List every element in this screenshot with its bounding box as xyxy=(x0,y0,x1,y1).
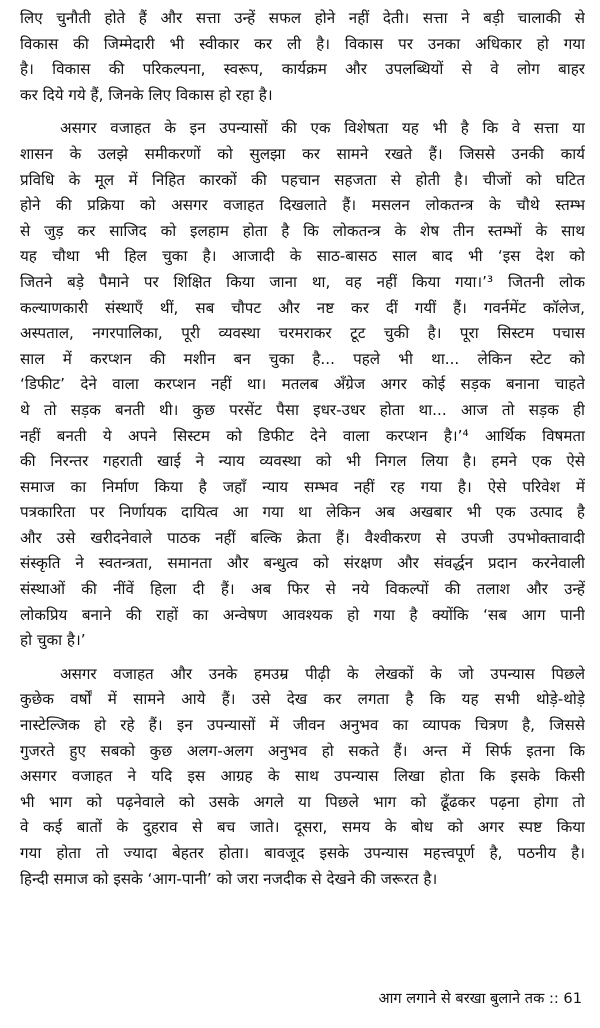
text-line: असगर वजाहत और उनके हमउम्र पीढ़ी के लेखकों के जो उपन्यास पिछले xyxy=(60,664,585,683)
text-line: होने की प्रक्रिया को असगर वजाहत दिखलाते हैं। मसलन लोकतन्त्र के चौथे स्तम्भ xyxy=(20,196,585,215)
text-line: हिन्दी समाज को इसके ‘आग-पानी’ को जरा नजदीक से देखने की जरूरत है। xyxy=(20,869,438,888)
paragraph-gap xyxy=(20,108,585,116)
text-line: है। विकास की परिकल्पना, स्वरूप, कार्यक्रम और उपलब्धियों से वे लोग बाहर xyxy=(20,60,585,79)
text-line: लोकप्रिय बनाने की राहों का अन्वेषण आवश्यक हो गया है क्योंकि ‘सब आग पानी xyxy=(20,605,585,624)
text-line: वे कई बातों के दुहराव से बच जाते। दूसरा, समय के बोध को अगर स्पष्ट किया xyxy=(20,818,585,837)
paragraph-2 xyxy=(20,116,585,653)
text-line: असगर वजाहत ने यदि इस आग्रह के साथ उपन्यास लिखा होता कि इसके किसी xyxy=(20,767,585,786)
text-line: समाज का निर्माण किया है जहाँ न्याय सम्भव नहीं रह गया है। ऐसे परिवेश में xyxy=(20,477,585,496)
paragraph-gap xyxy=(20,654,585,662)
text-line: से जुड़ कर साजिद को इलहाम होता है कि लोकतन्त्र के शेष तीन स्तम्भों के साथ xyxy=(20,221,585,240)
text-line: संस्थाओं की नींवें हिला दी हैं। अब फिर से नये विकल्पों की तलाश और उन्हें xyxy=(20,580,585,599)
text-line: यह चौथा भी हिल चुका है। आजादी के साठ-बासठ साल बाद भी ‘इस देश को xyxy=(20,247,585,266)
text-line: जितने बड़े पैमाने पर शिक्षित किया जाना था, वह नहीं किया गया।’³ जितनी लोक xyxy=(20,272,585,291)
text-line: पत्रकारिता पर निर्णायक दायित्व आ गया था लेकिन अब अखबार भी एक उत्पाद है xyxy=(20,503,585,522)
text-line: अस्पताल, नगरपालिका, पूरी व्यवस्था चरमराकर टूट चुकी है। पूरा सिस्टम पचास xyxy=(20,324,585,343)
text-line: प्रविधि के मूल में निहित कारकों की पहचान सहजता से होती है। चीजों को घटित xyxy=(20,170,585,189)
text-line: नहीं बनती ये अपने सिस्टम को डिफीट देने वाला करप्शन है।’⁴ आर्थिक विषमता xyxy=(20,426,585,445)
body-text xyxy=(20,6,585,892)
text-line: विकास की जिम्मेदारी भी स्वीकार कर ली है। विकास पर उनका अधिकार हो गया xyxy=(20,34,585,53)
page-number: 61 xyxy=(563,990,582,1007)
text-line: की निरन्तर गहराती खाई ने न्याय व्यवस्था को भी निगल लिया है। हमने एक ऐसे xyxy=(20,452,585,471)
text-line: संस्कृति ने स्वतन्त्रता, समानता और बन्धुत्व को संरक्षण और संवर्द्धन प्रदान करनेवाली xyxy=(20,554,585,573)
page-footer xyxy=(378,988,582,1008)
text-line: कर दिये गये हैं, जिनके लिए विकास हो रहा है। xyxy=(20,85,273,104)
paragraph-3 xyxy=(20,662,585,892)
text-line: भी भाग को पढ़नेवाले को उसके अगले या पिछले भाग को ढूँढकर पढ़ना होगा तो xyxy=(20,792,585,811)
paragraph-1 xyxy=(20,6,585,108)
running-title: आग लगाने से बरखा बुलाने तक :: xyxy=(378,990,559,1007)
text-line: नास्टेल्जिक हो रहे हैं। इन उपन्यासों में जीवन अनुभव का व्यापक चित्रण है, जिससे xyxy=(20,716,585,735)
text-line: लिए चुनौती होते हैं और सत्ता उन्हें सफल होने नहीं देती। सत्ता ने बड़ी चालाकी से xyxy=(20,9,585,27)
text-line: थे तो सड़क बनती थी। कुछ परसेंट पैसा इधर-उधर होता था... आज तो सड़क ही xyxy=(20,400,585,419)
text-line: कल्याणकारी संस्थाएँ थीं, सब चौपट और नष्ट कर दीं गयीं हैं। गवर्नमेंट कॉलेज, xyxy=(20,298,585,317)
text-line: असगर वजाहत के इन उपन्यासों की एक विशेषता यह भी है कि वे सत्ता या xyxy=(60,119,585,138)
text-line: गया होता तो ज्यादा बेहतर होता। बावजूद इसके उपन्यास महत्त्वपूर्ण है, पठनीय है। xyxy=(20,844,585,862)
text-line: कुछेक वर्षों में सामने आये हैं। उसे देख कर लगता है कि यह सभी थोड़े-थोड़े xyxy=(20,690,585,709)
text-line: गुजरते हुए सबको कुछ अलग-अलग अनुभव हो सकते हैं। अन्त में सिर्फ इतना कि xyxy=(20,741,585,760)
text-line: ‘डिफीट’ देने वाला करप्शन नहीं था। मतलब अँग्रेज अगर कोई सड़क बनाना चाहते xyxy=(20,375,585,394)
text-line: और उसे खरीदनेवाले पाठक नहीं बल्कि क्रेता हैं। वैश्वीकरण से उपजी उपभोक्तावादी xyxy=(20,528,585,547)
text-line: शासन के उलझे समीकरणों को सुलझा कर सामने रखते हैं। जिससे उनकी कार्य xyxy=(20,144,585,163)
text-line: हो चुका है।’ xyxy=(20,631,86,650)
text-line: साल में करप्शन की मशीन बन चुका है... पहले भी था... लेकिन स्टेट को xyxy=(20,349,585,368)
